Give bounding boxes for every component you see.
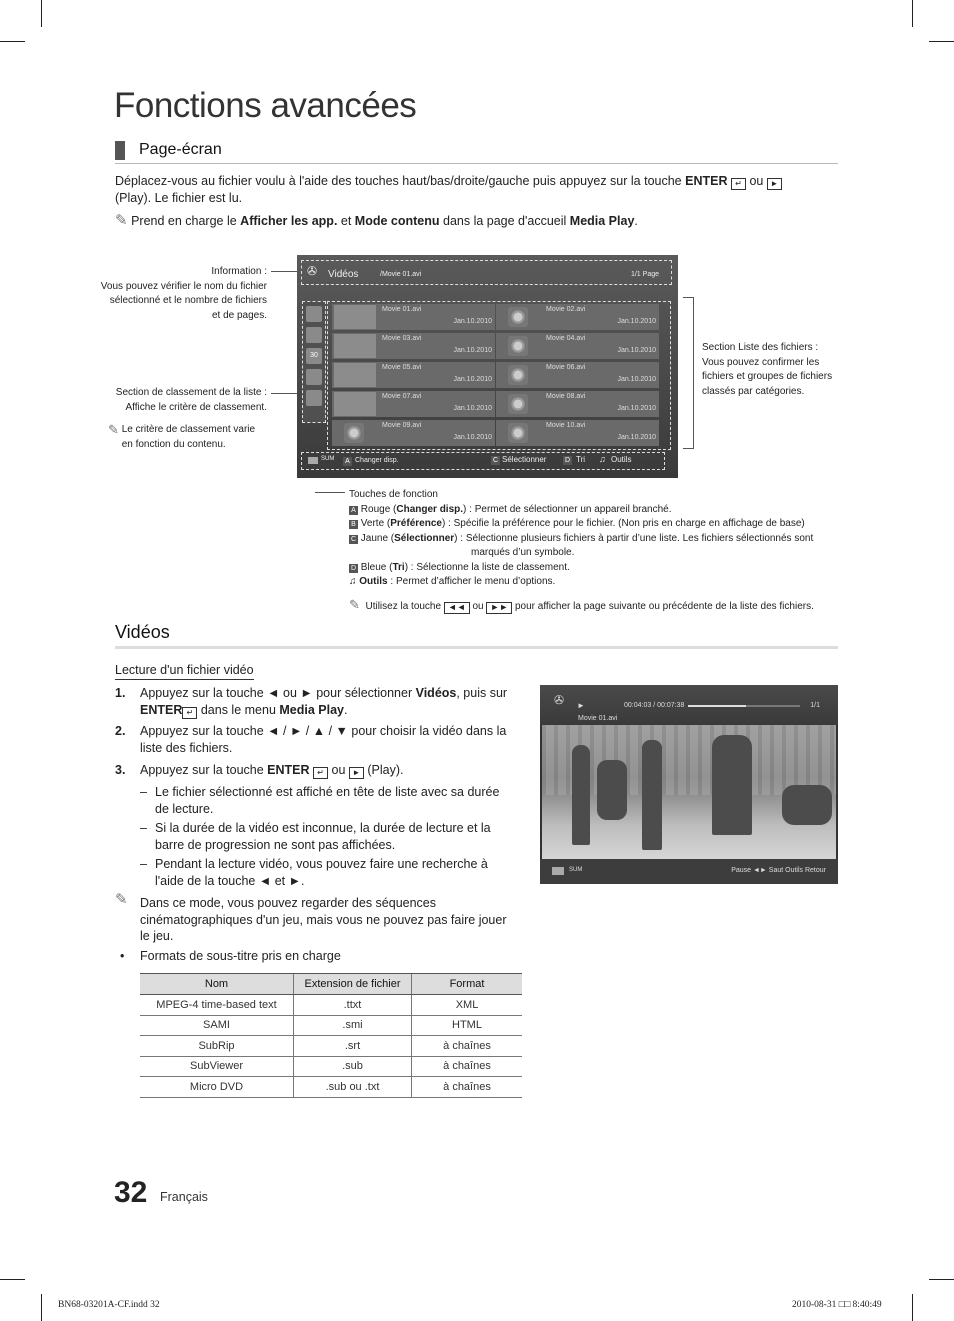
table-body — [140, 995, 522, 1098]
foot-change-disp[interactable]: Changer disp. — [355, 457, 399, 464]
video-thumbnail — [334, 392, 376, 416]
note-text-4: . — [634, 214, 638, 228]
enter-icon: ↵ — [182, 707, 197, 719]
table-cell: HTML — [412, 1015, 523, 1036]
table-cell: .sub — [294, 1056, 412, 1077]
section-heading-text: Page-écran — [139, 141, 222, 158]
file-name: Movie 09.avi — [382, 422, 422, 429]
player-count: 1/1 — [810, 702, 820, 709]
tools-icon: ♫ — [349, 576, 357, 587]
play-state-icon: ► — [577, 701, 585, 710]
step-1-text: Appuyez sur la touche ◄ ou ► pour sélectionner — [140, 686, 416, 700]
video-frame-giraffes — [542, 725, 836, 859]
video-placeholder-icon — [508, 394, 528, 414]
file-date: Jan.10.2010 — [617, 347, 656, 354]
giraffe-shape — [642, 740, 662, 850]
table-row — [140, 1036, 522, 1057]
enter-key-label: ENTER — [685, 174, 728, 188]
subtitle-format-table — [140, 973, 522, 1098]
key-d-desc: ) : Sélectionne la liste de classement. — [404, 561, 570, 573]
info-bar — [301, 260, 672, 285]
file-list-item[interactable] — [496, 420, 659, 446]
bullet-text: Formats de sous-titre pris en charge — [140, 949, 341, 963]
info-leader-line — [271, 271, 297, 272]
info-callout-title: Information : — [211, 266, 267, 277]
file-list-item[interactable] — [332, 304, 495, 330]
file-list-section — [327, 301, 671, 450]
key-c-bold: Sélectionner — [394, 532, 455, 544]
sort-callout — [90, 386, 267, 415]
step-1-text-2: , puis sur — [456, 686, 508, 700]
video-placeholder-icon — [508, 307, 528, 327]
page-number: 32 — [114, 1176, 148, 1209]
crop-mark — [0, 1279, 25, 1280]
key-a-bold: Changer disp. — [396, 503, 464, 515]
game-note-text: Dans ce mode, vous pouvez regarder des séquences cinématographiques d'un jeu, mais vous ne pouvez pas faire jouer le jeu. — [140, 896, 507, 943]
note-bold-2: Mode contenu — [354, 214, 440, 228]
file-name: Movie 03.avi — [382, 335, 422, 342]
device-icon — [308, 457, 318, 464]
table-cell: .ttxt — [294, 995, 412, 1016]
player-time: 00:04:03 / 00:07:38 — [624, 702, 685, 709]
table-cell: à chaînes — [412, 1056, 523, 1077]
play-icon: ► — [349, 767, 364, 779]
file-date: Jan.10.2010 — [617, 434, 656, 441]
page-title: Fonctions avancées — [114, 86, 417, 125]
file-date: Jan.10.2010 — [453, 347, 492, 354]
player-controls[interactable]: Pause ◄► Saut Outils Retour — [731, 867, 826, 874]
key-b-text: Verte ( — [360, 518, 391, 529]
step-1-number: 1. — [115, 686, 126, 700]
tools-desc: : Permet d’afficher le menu d’options. — [387, 576, 556, 587]
function-keys-description — [349, 488, 839, 590]
table-row — [140, 1015, 522, 1036]
step-3 — [115, 762, 525, 779]
header-page: 1/1 Page — [630, 271, 659, 278]
tools-icon: ♫ — [599, 454, 606, 464]
file-name: Movie 04.avi — [546, 335, 586, 342]
file-list-item[interactable] — [496, 391, 659, 417]
function-key-bar — [301, 452, 665, 470]
player-control-bar — [540, 859, 838, 884]
step-2-number: 2. — [115, 724, 126, 738]
sort-note-text: Le critère de classement varie en fonction du contenu. — [121, 424, 256, 450]
key-d-text: Bleue ( — [360, 561, 393, 573]
crop-mark — [929, 1279, 954, 1280]
table-cell: SubViewer — [140, 1056, 294, 1077]
foot-select[interactable]: Sélectionner — [502, 455, 547, 464]
footer-file: BN68-03201A-CF.indd 32 — [58, 1300, 160, 1310]
file-name: Movie 07.avi — [382, 393, 422, 400]
note-bold-3: Media Play — [569, 214, 635, 228]
file-list-item[interactable] — [332, 333, 495, 359]
player-sum: SUM — [569, 867, 583, 873]
file-list-item[interactable] — [496, 362, 659, 388]
section-heading-page-ecran — [115, 139, 838, 164]
table-cell: SAMI — [140, 1015, 294, 1036]
key-c-icon: C — [492, 457, 499, 464]
file-list-item[interactable] — [332, 362, 495, 388]
table-row — [140, 1077, 522, 1098]
step-3-enter: ENTER — [267, 763, 310, 777]
key-d-bold: Tri — [392, 561, 405, 573]
key-a-desc: ) : Permet de sélectionner un appareil branché. — [463, 503, 672, 515]
videos-heading-text: Vidéos — [115, 622, 170, 642]
file-list-item[interactable] — [496, 333, 659, 359]
dash-3-text: Pendant la lecture vidéo, vous pouvez faire une recherche à l'aide de la touche ◄ et ►. — [155, 857, 488, 888]
bullet-marker: • — [120, 949, 125, 963]
dash-marker: – — [140, 821, 147, 835]
game-note — [115, 891, 510, 945]
progress-fill — [688, 705, 746, 707]
intro-text: Déplacez-vous au fichier voulu à l'aide des touches haut/bas/droite/gauche puis appuyez sur la touche — [115, 174, 686, 188]
note-pencil-icon: ✎ — [349, 597, 360, 612]
file-date: Jan.10.2010 — [453, 318, 492, 325]
key-c-desc: ) : Sélectionne plusieurs fichiers à partir d’une liste. Les fichiers sélectionnés sont — [454, 532, 814, 544]
step-1-bold-2: Media Play — [279, 702, 344, 717]
sort-leader-line — [271, 393, 297, 394]
file-name: Movie 01.avi — [382, 306, 422, 313]
table-header-cell: Format — [412, 974, 523, 995]
intro-ou: ou — [745, 174, 767, 188]
note-paragraph — [115, 213, 835, 230]
file-date: Jan.10.2010 — [453, 376, 492, 383]
key-a-text: Rouge ( — [360, 503, 397, 515]
crop-mark — [912, 0, 913, 27]
film-reel-icon: ✇ — [307, 264, 318, 278]
file-name: Movie 05.avi — [382, 364, 422, 371]
table-row — [140, 995, 522, 1016]
list-bracket — [683, 297, 694, 449]
enter-icon: ↵ — [313, 767, 328, 779]
info-callout-body: Vous pouvez vérifier le nom du fichier sélectionné et le nombre de fichiers et de pages. — [100, 280, 267, 321]
key-a-icon: A — [343, 457, 352, 466]
note-text-3: dans la page d'accueil — [439, 214, 570, 228]
file-name: Movie 10.avi — [546, 422, 586, 429]
table-header-row — [140, 974, 522, 995]
note-pencil-icon: ✎ — [115, 212, 128, 229]
crop-mark — [41, 0, 42, 27]
key-a-icon: A — [349, 506, 358, 515]
calendar-icon[interactable]: 30 — [306, 348, 322, 364]
file-date: Jan.10.2010 — [453, 434, 492, 441]
dash-2 — [140, 820, 515, 853]
video-placeholder-icon — [508, 336, 528, 356]
note-pencil-icon: ✎ — [115, 891, 128, 908]
footer-date: 2010-08-31 □□ 8:40:49 — [792, 1300, 882, 1310]
table-cell: MPEG-4 time-based text — [140, 995, 294, 1016]
file-date: Jan.10.2010 — [617, 376, 656, 383]
table-header-cell: Extension de fichier — [294, 974, 412, 995]
list-sort-icon[interactable] — [306, 369, 322, 385]
video-thumbnail — [334, 334, 376, 358]
keys-leader-line — [315, 492, 345, 493]
heading-bar — [115, 141, 125, 160]
bullet-item — [120, 948, 515, 965]
crop-mark — [929, 41, 954, 42]
video-player-screen — [540, 685, 838, 884]
file-list-item[interactable] — [496, 304, 659, 330]
key-b-desc: ) : Spécifie la préférence pour le fichier. (Non pris en charge en affichage de base) — [441, 518, 805, 529]
note-bold-1: Afficher les app. — [240, 214, 338, 228]
nav-note-ou: ou — [472, 601, 484, 612]
key-b-bold: Préférence — [390, 518, 442, 529]
key-c-desc-cont: marqués d’un symbole. — [471, 547, 575, 558]
table-cell: XML — [412, 995, 523, 1016]
crop-mark — [41, 1294, 42, 1321]
header-title: Vidéos — [328, 269, 359, 280]
file-name: Movie 06.avi — [546, 364, 586, 371]
dash-1 — [140, 784, 515, 817]
table-header-cell: Nom — [140, 974, 294, 995]
step-1 — [115, 685, 525, 719]
info-callout — [100, 265, 267, 323]
file-name: Movie 08.avi — [546, 393, 586, 400]
step-3-text-2: (Play). — [367, 763, 404, 777]
subheading: Lecture d'un fichier vidéo — [115, 663, 254, 680]
file-list-item[interactable] — [332, 420, 495, 446]
step-1-text-3: dans le menu — [197, 702, 280, 717]
video-placeholder-icon — [508, 423, 528, 443]
step-2 — [115, 723, 525, 756]
table-cell: à chaînes — [412, 1077, 523, 1098]
list-callout — [702, 341, 842, 399]
keys-title: Touches de fonction — [349, 489, 438, 500]
table-cell: .smi — [294, 1015, 412, 1036]
note-text-2: et — [337, 214, 355, 228]
key-b-icon: B — [349, 520, 358, 529]
table-cell: SubRip — [140, 1036, 294, 1057]
enter-icon: ↵ — [731, 178, 746, 190]
intro-text-2: (Play). Le fichier est lu. — [115, 191, 243, 205]
key-c-text: Jaune ( — [360, 532, 395, 544]
nav-note — [349, 598, 839, 615]
step-3-number: 3. — [115, 763, 126, 777]
step-1-text-4: . — [344, 702, 348, 717]
fast-forward-icon: ►► — [486, 602, 512, 614]
video-placeholder-icon — [508, 365, 528, 385]
crop-mark — [912, 1294, 913, 1321]
giraffe-shape — [572, 745, 590, 845]
nav-note-text-2: pour afficher la page suivante ou précédente de la liste des fichiers. — [514, 601, 814, 612]
media-play-screen — [297, 255, 678, 478]
table-cell: .sub ou .txt — [294, 1077, 412, 1098]
key-d-icon: D — [564, 457, 571, 464]
foot-sort[interactable]: Tri — [576, 455, 586, 464]
video-thumbnail — [334, 305, 376, 329]
step-2-text: Appuyez sur la touche ◄ / ► / ▲ / ▼ pour choisir la vidéo dans la liste des fichiers. — [140, 724, 507, 755]
crop-mark — [0, 41, 25, 42]
table-cell: à chaînes — [412, 1036, 523, 1057]
sort-section[interactable] — [302, 301, 326, 423]
key-c-icon: C — [350, 535, 357, 543]
dash-2-text: Si la durée de la vidéo est inconnue, la durée de lecture et la barre de progression ne sont pas affichées. — [155, 821, 491, 852]
sort-callout-body: Affiche le critère de classement. — [125, 401, 267, 413]
language-label: Français — [160, 1190, 208, 1204]
dash-marker: – — [140, 857, 147, 871]
foot-tools[interactable]: Outils — [611, 455, 632, 464]
title-sort-icon[interactable] — [306, 327, 322, 343]
file-date: Jan.10.2010 — [617, 405, 656, 412]
step-1-bold: Vidéos — [415, 686, 457, 700]
section-heading-videos — [115, 622, 838, 649]
list-callout-body: Vous pouvez confirmer les fichiers et groupes de fichiers classés par catégories. — [702, 356, 833, 397]
key-d-icon: D — [350, 564, 357, 572]
foot-sum: SUM — [321, 456, 335, 462]
rewind-icon: ◄◄ — [444, 602, 470, 614]
nav-note-text: Utilisez la touche — [365, 601, 442, 612]
player-file: Movie 01.avi — [578, 715, 618, 722]
video-thumbnail — [334, 363, 376, 387]
note-pencil-icon: ✎ — [108, 422, 119, 437]
giraffe-shape — [712, 735, 752, 835]
dash-marker: – — [140, 785, 147, 799]
player-info-bar — [540, 685, 838, 725]
step-3-text: Appuyez sur la touche — [140, 763, 268, 777]
dash-1-text: Le fichier sélectionné est affiché en tête de liste avec sa durée de lecture. — [155, 785, 500, 816]
dash-3 — [140, 856, 515, 889]
intro-paragraph — [115, 173, 835, 207]
list-callout-title: Section Liste des fichiers : — [702, 342, 819, 353]
note-text: Prend en charge le — [131, 214, 241, 228]
file-date: Jan.10.2010 — [617, 318, 656, 325]
device-icon — [552, 867, 564, 875]
giraffe-shape — [782, 785, 832, 825]
sort-callout-title: Section de classement de la liste : — [115, 387, 267, 398]
progress-bar[interactable] — [688, 705, 800, 707]
play-icon: ► — [767, 178, 782, 190]
table-cell: Micro DVD — [140, 1077, 294, 1098]
file-name: Movie 02.avi — [546, 306, 586, 313]
tools-bold: Outils — [359, 576, 388, 587]
giraffe-shape — [597, 760, 627, 820]
header-path: /Movie 01.avi — [380, 271, 422, 278]
film-reel-icon: ✇ — [554, 693, 565, 707]
video-placeholder-icon — [344, 423, 364, 443]
folder-icon[interactable] — [306, 306, 322, 322]
step-3-ou: ou — [328, 763, 349, 777]
sort-note — [108, 423, 268, 452]
step-1-enter: ENTER — [140, 702, 183, 717]
file-list-item[interactable] — [332, 391, 495, 417]
star-icon[interactable] — [306, 390, 322, 406]
table-cell: .srt — [294, 1036, 412, 1057]
file-date: Jan.10.2010 — [453, 405, 492, 412]
table-row — [140, 1056, 522, 1077]
